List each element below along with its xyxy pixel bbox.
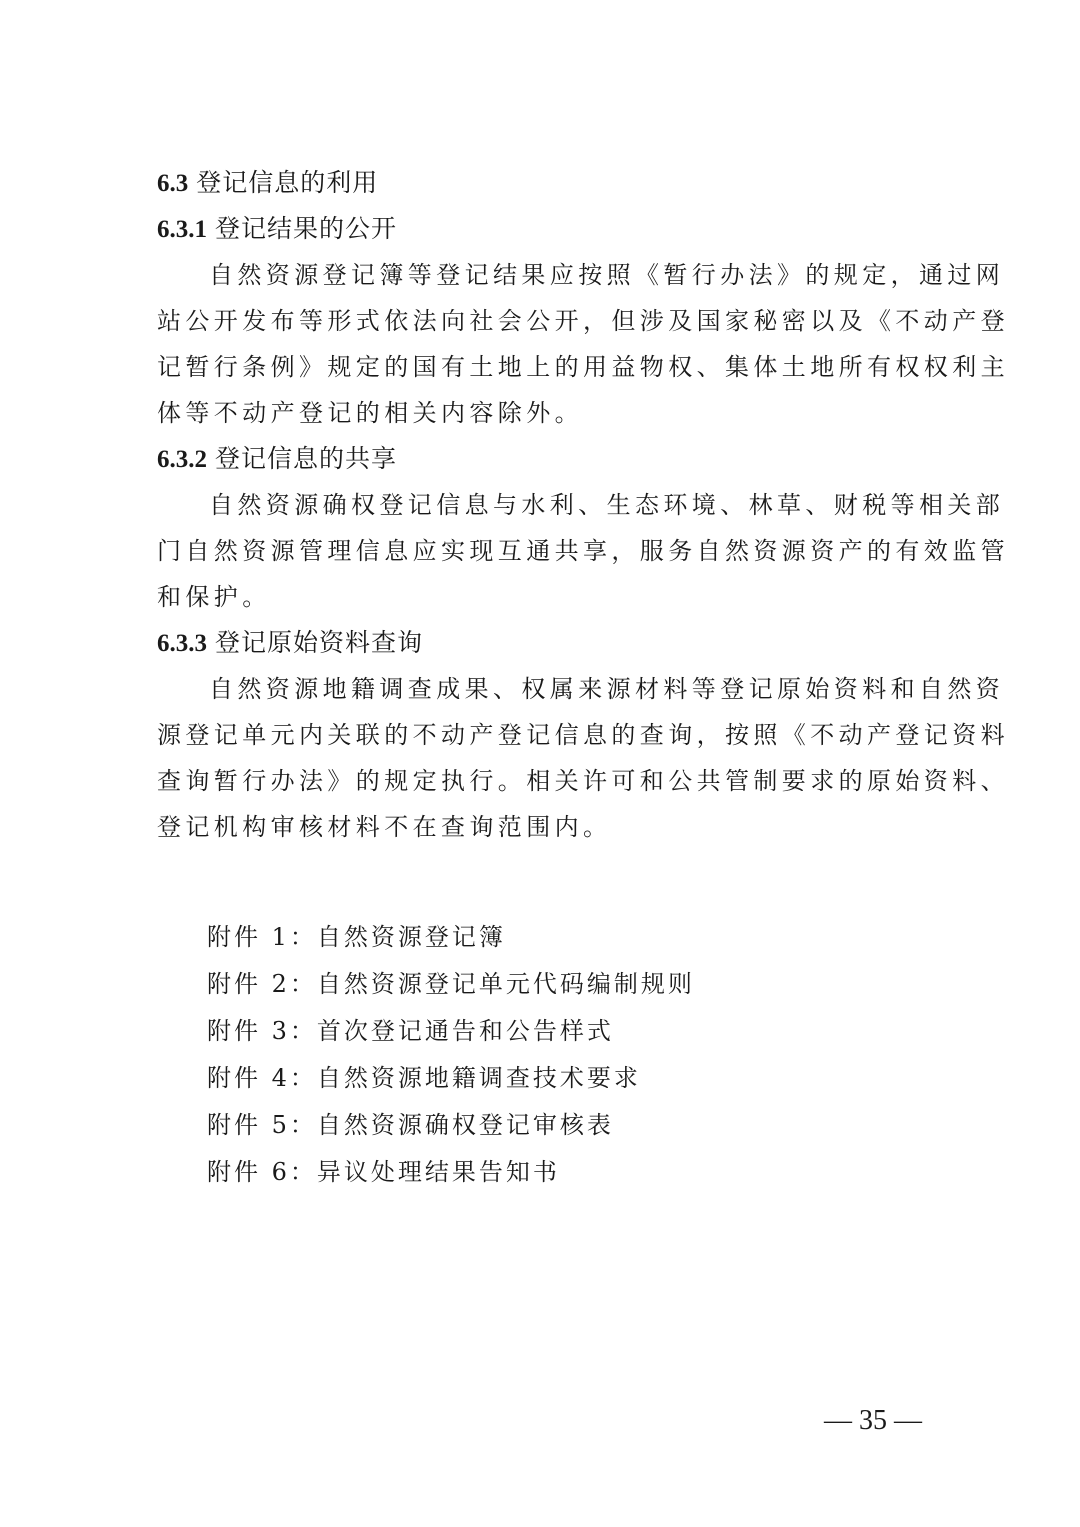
section-heading-6-3-3: [157, 620, 927, 666]
section-heading-6-3-2: [157, 436, 927, 482]
attachments-list: [207, 914, 695, 1196]
section-number: 6.3: [157, 170, 189, 197]
paragraph-line: 门自然资源管理信息应实现互通共享，服务自然资源资产的有效监管: [157, 537, 1009, 565]
attachment-item: 附件 6：异议处理结果告知书: [207, 1158, 560, 1186]
paragraph-line: 和保护。: [157, 583, 271, 611]
attachment-item: 附件 3：首次登记通告和公告样式: [207, 1017, 614, 1045]
attachment-item: 附件 5：自然资源确权登记审核表: [207, 1111, 614, 1139]
section-number: 6.3.2: [157, 446, 207, 473]
section-title: 登记信息的共享: [215, 444, 398, 473]
attachment-item: 附件 4：自然资源地籍调查技术要求: [207, 1064, 641, 1092]
section-number: 6.3.3: [157, 630, 207, 657]
section-title: 登记原始资料查询: [215, 628, 424, 657]
section-heading-6-3: [157, 160, 927, 206]
paragraph-line: 查询暂行办法》的规定执行。相关许可和公共管制要求的原始资料、: [157, 767, 1009, 795]
attachment-item: 附件 2：自然资源登记单元代码编制规则: [207, 970, 695, 998]
paragraph-line: 站公开发布等形式依法向社会公开，但涉及国家秘密以及《不动产登: [157, 307, 1009, 335]
paragraph-results-publication: [157, 252, 1009, 436]
page-number: — 35 —: [824, 1405, 922, 1436]
paragraph-line: 自然资源确权登记信息与水利、生态环境、林草、财税等相关部: [209, 491, 1005, 519]
paragraph-line: 自然资源地籍调查成果、权属来源材料等登记原始资料和自然资: [209, 675, 1005, 703]
paragraph-original-records-query: [157, 666, 1009, 850]
attachment-item: 附件 1：自然资源登记簿: [207, 923, 506, 951]
section-title: 登记结果的公开: [215, 214, 398, 243]
paragraph-line: 自然资源登记簿等登记结果应按照《暂行办法》的规定，通过网: [209, 261, 1005, 289]
paragraph-line: 源登记单元内关联的不动产登记信息的查询，按照《不动产登记资料: [157, 721, 1009, 749]
section-number: 6.3.1: [157, 216, 207, 243]
paragraph-information-sharing: [157, 482, 1009, 620]
section-heading-6-3-1: [157, 206, 927, 252]
section-title: 登记信息的利用: [196, 168, 379, 197]
paragraph-line: 登记机构审核材料不在查询范围内。: [157, 813, 612, 841]
document-body: [157, 160, 1009, 850]
paragraph-line: 体等不动产登记的相关内容除外。: [157, 399, 583, 427]
paragraph-line: 记暂行条例》规定的国有土地上的用益物权、集体土地所有权权利主: [157, 353, 1009, 381]
